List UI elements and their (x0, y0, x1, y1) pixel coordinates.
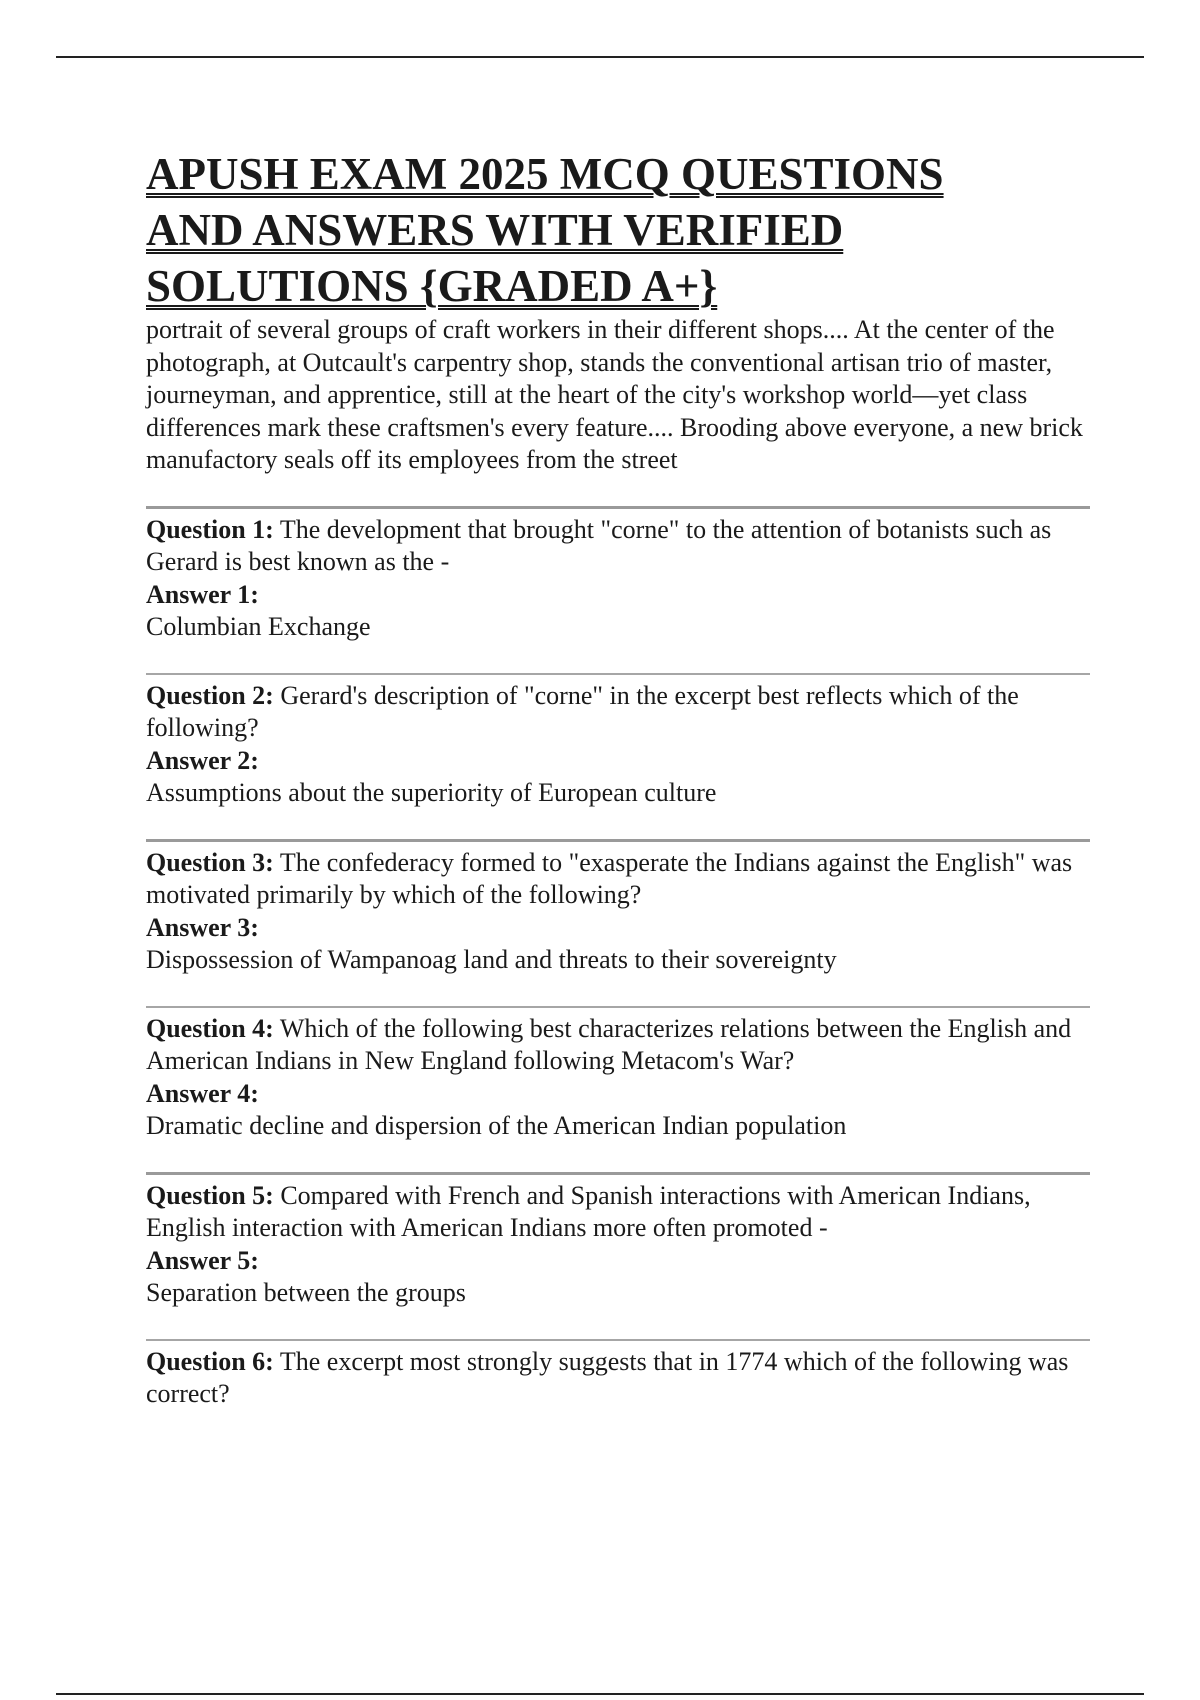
question-text: Compared with French and Spanish interactions with American Indians, English interaction with American Indians more often promoted - (146, 1180, 1031, 1242)
question-label: Question 4: (146, 1013, 274, 1043)
question-text: The confederacy formed to "exasperate the Indians against the English" was motivated primarily by which of the following? (146, 847, 1073, 909)
question-block-4 (146, 1008, 1090, 1143)
answer-label: Answer 5: (146, 1245, 259, 1275)
question-text: Gerard's description of "corne" in the excerpt best reflects which of the following? (146, 680, 1019, 742)
document-title: APUSH EXAM 2025 MCQ QUESTIONS AND ANSWERS WITH VERIFIED SOLUTIONS {GRADED A+} (146, 149, 944, 311)
question-label: Question 3: (146, 847, 274, 877)
question-label: Question 2: (146, 680, 274, 710)
answer-label: Answer 2: (146, 745, 259, 775)
answer-text: Dramatic decline and dispersion of the American Indian population (146, 1111, 847, 1140)
page-bottom-rule (56, 1693, 1144, 1695)
question-text: The development that brought "corne" to the attention of botanists such as Gerard is best known as the - (146, 514, 1052, 576)
question-block-6 (146, 1341, 1090, 1411)
question-block-5 (146, 1175, 1090, 1310)
page-top-rule (56, 56, 1144, 58)
question-block-2 (146, 675, 1090, 810)
document-body (146, 146, 1090, 1411)
question-text: The excerpt most strongly suggests that in 1774 which of the following was correct? (146, 1346, 1069, 1408)
answer-text: Dispossession of Wampanoag land and threats to their sovereignty (146, 945, 837, 974)
answer-label: Answer 4: (146, 1078, 259, 1108)
answer-label: Answer 1: (146, 579, 259, 609)
answer-text: Separation between the groups (146, 1278, 466, 1307)
question-block-1 (146, 509, 1090, 644)
answer-text: Assumptions about the superiority of European culture (146, 778, 717, 807)
question-label: Question 6: (146, 1346, 274, 1376)
intro-excerpt: portrait of several groups of craft workers in their different shops.... At the center of the photograph, at Outcault's carpentry shop, stands the conventional artisan trio of master, journeyman, and apprentice, still at the heart of the city's workshop world—yet class differences mark these craftsmen's every feature.... Brooding above everyone, a new brick manufactory seals off its employees from the street (146, 315, 1083, 474)
answer-label: Answer 3: (146, 912, 259, 942)
question-block-3 (146, 842, 1090, 977)
question-label: Question 5: (146, 1180, 274, 1210)
answer-text: Columbian Exchange (146, 612, 371, 641)
question-text: Which of the following best characterizes relations between the English and American Indians in New England following Metacom's War? (146, 1013, 1072, 1075)
question-label: Question 1: (146, 514, 274, 544)
